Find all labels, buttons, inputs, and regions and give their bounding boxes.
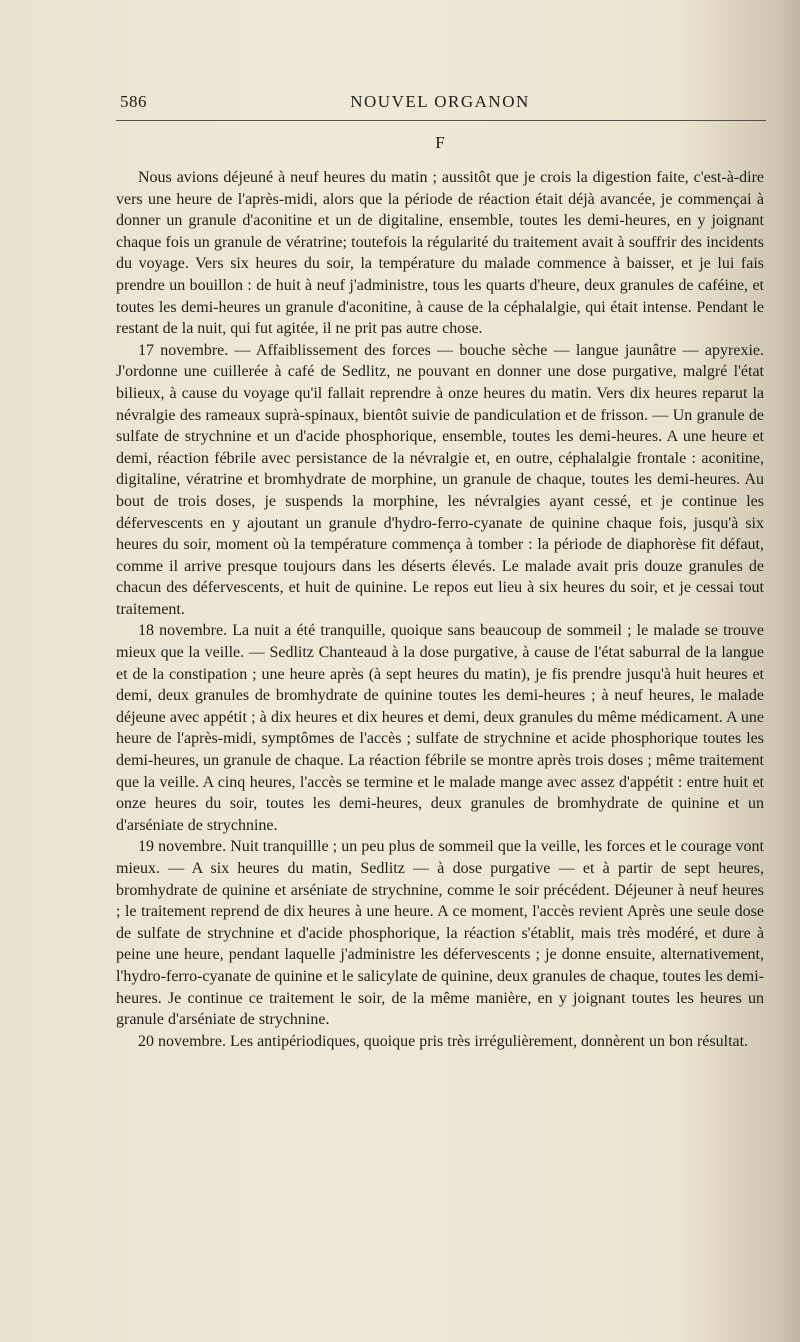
paragraph-18-novembre: 18 novembre. La nuit a été tranquille, quoique sans beaucoup de sommeil ; le malade se trouve mieux que la veille. — Sedlitz Chanteaud à la dose purgative, à cause de l'état saburral de la langue et de la constipation ; une heure après (à sept heures du matin), je fis prendre jusqu'à huit heures et demi, deux granules de bromhydrate de quinine toutes les demi-heures ; à neuf heures, le malade déjeune avec appétit ; à dix heures et dix heures et demi, deux granules du même médicament. A une heure de l'après-midi, symptômes de l'accès ; sulfate de strychnine et acide phosphorique toutes les demi-heures, un granule de chaque. La réaction fébrile se montre après trois doses ; même traitement que la veille. A cinq heures, l'accès se termine et le malade mange avec assez d'appétit : entre huit et onze heures du soir, toutes les demi-heures, deux granules de bromhydrate de quinine et un d'arséniate de strychnine. <box>116 622 764 834</box>
running-title: NOUVEL ORGANON <box>350 92 530 111</box>
paragraph-20-novembre: 20 novembre. Les antipériodiques, quoique pris très irrégulièrement, donnèrent un bon résultat. <box>138 1032 749 1050</box>
paragraph-17-novembre: 17 novembre. — Affaiblissement des forces — bouche sèche — langue jaunâtre — apyrexie. J'ordonne une cuillerée à café de Sedlitz, ne pouvant en donner une dose purgative, malgré l'état bilieux, à cause du voyage qu'il fallait reprendre à onze heures du matin. Vers dix heures reparut la névralgie des rameaux suprà-spinaux, bientôt suivie de pandiculation et de frisson. — Un granule de sulfate de strychnine et un d'acide phosphorique, ensemble, toutes les demi-heures. A une heure et demi, réaction fébrile avec persistance de la névralgie et, en outre, céphalalgie frontale : aconitine, digitaline, vératrine et bromhydrate de morphine, un granule de chaque, toutes les demi-heures. Au bout de trois doses, je suspends la morphine, les névralgies ayant cessé, et je continue les défervescents en y ajoutant un granule d'hydro-ferro-cyanate de quinine chaque fois, jusqu'à six heures du soir, moment où la température commença à tomber : la période de diaphorèse fit défaut, comme il arrive presque toujours dans les déserts élevés. Le malade avait pris douze granules de chacun des défervescents, et huit de quinine. Le repos eut lieu à six heures du soir, et je cessai tout traitement. <box>116 341 764 618</box>
running-header <box>116 88 764 116</box>
body-text <box>116 167 764 1052</box>
page-content <box>116 88 764 1052</box>
header-rule <box>116 120 766 121</box>
paragraph-19-novembre: 19 novembre. Nuit tranquillle ; un peu plus de sommeil que la veille, les forces et le courage vont mieux. — A six heures du matin, Sedlitz — à dose purgative — et à partir de sept heures, bromhydrate de quinine et arséniate de strychnine, comme le soir précédent. Déjeuner à neuf heures ; le traitement reprend de dix heures à une heure. A ce moment, l'accès revient Après une seule dose de sulfate de strychnine et d'acide phosphorique, la réaction s'établit, mais très modéré, et dure à peine une heure, pendant laquelle j'administre les défervescents ; je donne ensuite, alternativement, l'hydro-ferro-cyanate de quinine et le salicylate de quinine, deux granules de chaque, toutes les demi-heures. Je continue ce traitement le soir, de la même manière, en y joignant toutes les heures un granule d'arséniate de strychnine. <box>116 838 764 1029</box>
section-letter: F <box>435 133 445 152</box>
paragraph-intro: Nous avions déjeuné à neuf heures du matin ; aussitôt que je crois la digestion faite, c'est-à-dire vers une heure de l'après-midi, alors que la période de réaction était déjà avancée, je commençai à donner un granule d'aconitine et un de digitaline, ensemble, toutes les demi-heures, en y joignant chaque fois un granule de vératrine; toutefois la régularité du traitement avait à souffrir des incidents du voyage. Vers six heures du soir, la température du malade commence à baisser, et je lui fais prendre un bouillon : de huit à neuf j'administre, tous les quarts d'heure, deux granules de caféine, et toutes les demi-heures un granule d'aconitine, à cause de la céphalalgie, qui était intense. Pendant le restant de la nuit, qui fut agitée, il ne prit pas autre chose. <box>116 169 764 338</box>
page-number: 586 <box>120 92 147 111</box>
